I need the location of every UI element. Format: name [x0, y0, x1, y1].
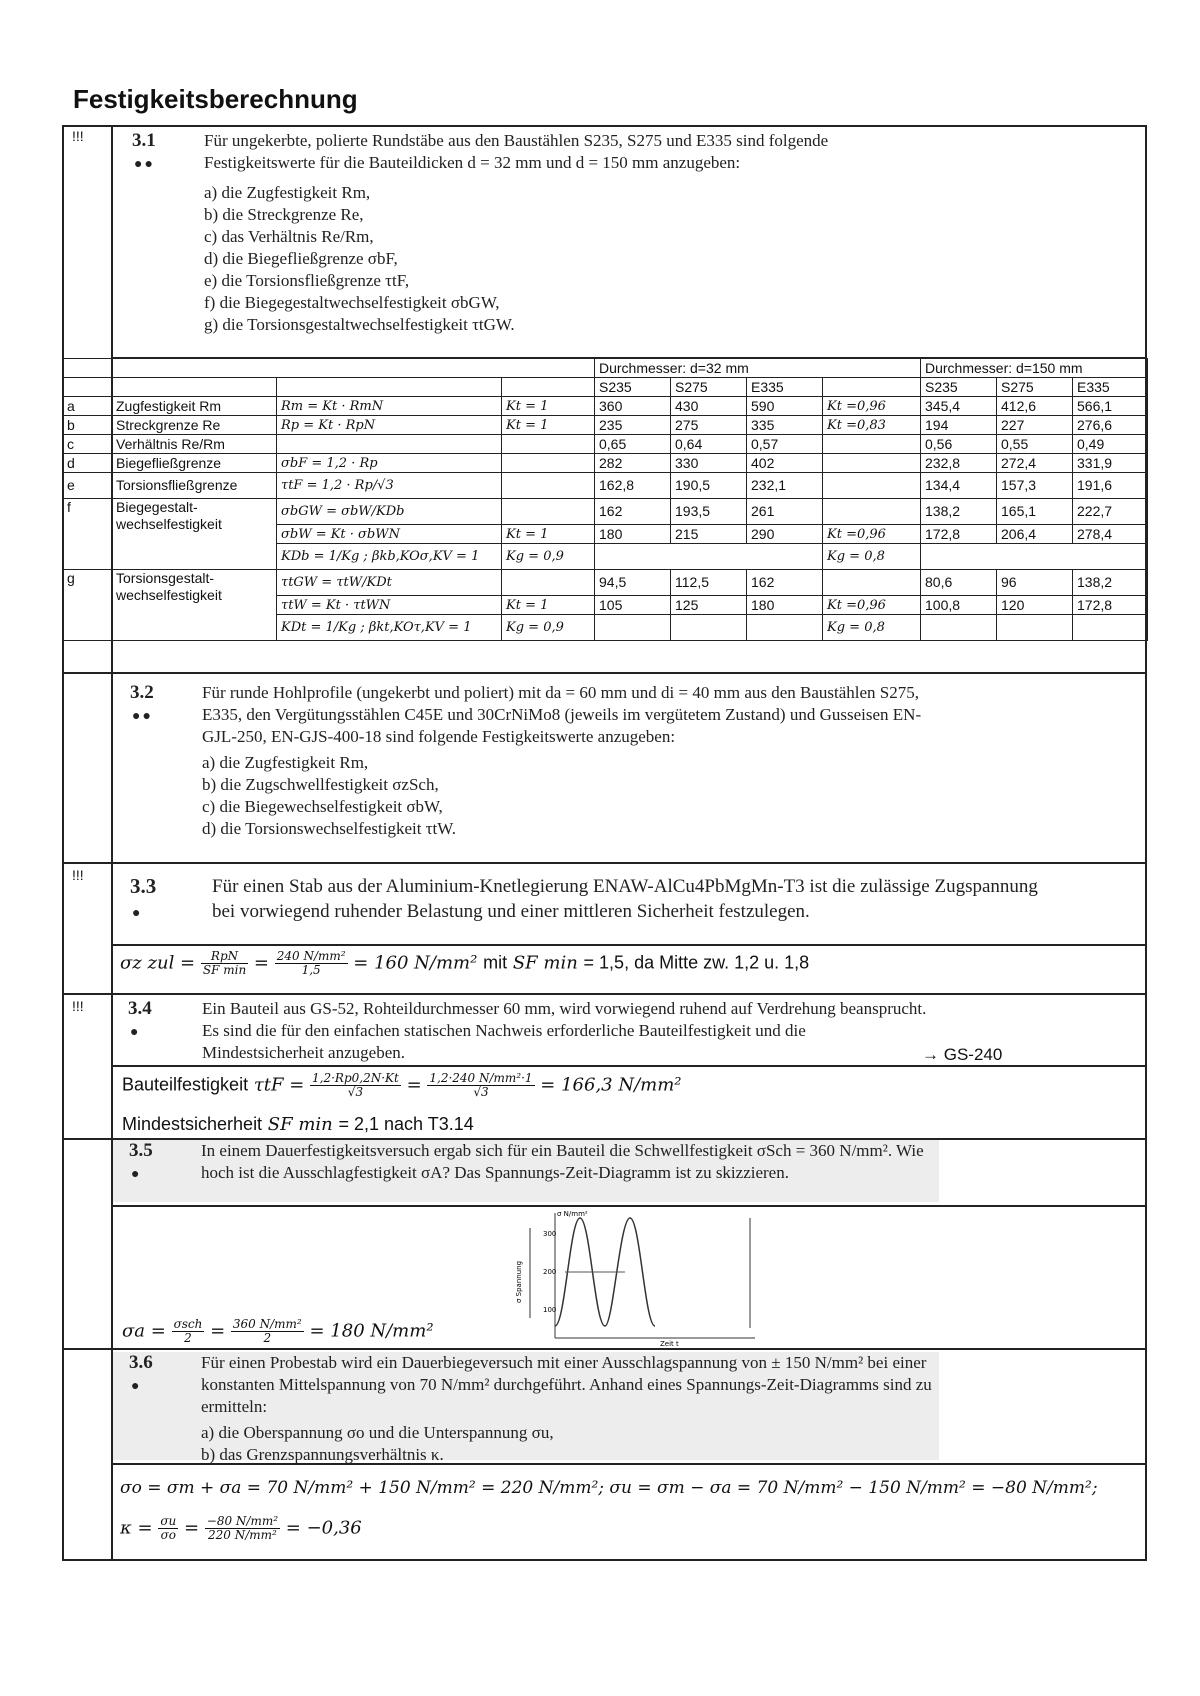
diagram-tick: 300 — [543, 1230, 557, 1238]
fraction-denominator: σo — [160, 1528, 177, 1542]
solution-3-5: σa = $\frac{\text{σsch}}{2}$ = $\frac{\text{360 N/mm²}}{2}$ = 180 N/mm² — [122, 1317, 434, 1345]
exercise-text: Für runde Hohlprofile (ungekerbt und poliert) mit da = 60 mm und di = 40 mm aus den Baustählen S275, E335, den Vergütungsstählen C45E und 30CrNiMo8 (jeweils im vergütetem Zustand) und Gusseisen EN-GJL-250, EN-GJS-400-18 sind folgende Festigkeitswerte anzugeben: — [202, 683, 922, 746]
solution-3-3: σz zul = $\frac{\text{RpN}}{\text{SF min}}$ = $\frac{\text{240 N/mm²}}{1,5}$ = 160 N/mm² mit SF min = 1,5, da Mitte zw. 1,2 u. 1,8 — [120, 949, 810, 977]
row-formula: σbF = 1,2 · Rp — [277, 454, 502, 473]
diagram-tick: 100 — [543, 1306, 557, 1314]
value-cell: 345,4 — [921, 397, 997, 416]
difficulty-dots: ●● — [132, 709, 153, 724]
row-factor-d32: Kg = 0,9 — [502, 615, 595, 641]
value-cell: 165,1 — [997, 499, 1073, 525]
fraction-numerator: −80 N/mm² — [206, 1514, 279, 1528]
value-cell: 282 — [595, 454, 671, 473]
row-factor-d150: Kt =0,96 — [823, 596, 921, 615]
row-name: Streckgrenze Re — [112, 416, 277, 435]
value-cell: 261 — [747, 499, 823, 525]
value-cell: 0,55 — [997, 435, 1073, 454]
row-formula — [277, 435, 502, 454]
task-item-d: d) die Biegefließgrenze σbF, — [204, 249, 398, 268]
material-e335: E335 — [747, 378, 823, 397]
group-d32-header: Durchmesser: d=32 mm — [595, 359, 921, 378]
important-mark: !!! — [72, 998, 84, 1014]
table-row — [63, 416, 1148, 435]
page-title: Festigkeitsberechnung — [73, 84, 358, 114]
difficulty-dots: ● — [130, 1025, 141, 1040]
value-cell: 191,6 — [1073, 473, 1148, 499]
solution-text: = 1,5, da Mitte zw. 1,2 u. 1,8 — [583, 952, 810, 973]
exercise-number: 3.4 — [128, 998, 152, 1019]
fraction-denominator: √3 — [347, 1085, 364, 1099]
task-item-c: c) die Biegewechselfestigkeit σbW, — [202, 797, 443, 816]
value-cell: 80,6 — [921, 570, 997, 596]
value-cell: 215 — [671, 525, 747, 544]
row-name: Biegegestalt- — [116, 499, 198, 515]
value-cell: 290 — [747, 525, 823, 544]
value-cell: 138,2 — [1073, 570, 1148, 596]
exercise-text: Für einen Probestab wird ein Dauerbiegeversuch mit einer Ausschlagspannung von ± 150 N/mm² bei einer konstanten Mittelspannung von 70 N/mm² durchgeführt. Anhand eines Spannungs-Zeit-Diagramms sind zu ermitteln: — [201, 1353, 932, 1416]
fraction-numerator: 360 N/mm² — [232, 1317, 302, 1331]
table-row — [63, 473, 1148, 499]
value-cell: 0,65 — [595, 435, 671, 454]
exercise-text: In einem Dauerfestigkeitsversuch ergab sich für ein Bauteil die Schwellfestigkeit σSch = 360 N/mm². Wie hoch ist die Ausschlagfestigkeit σA? Das Spannungs-Zeit-Diagramm ist zu skizzieren. — [201, 1141, 924, 1182]
table-row — [63, 397, 1148, 416]
difficulty-dots: ● — [131, 1167, 142, 1182]
row-letter: e — [63, 473, 112, 499]
row-name: Verhältnis Re/Rm — [112, 435, 277, 454]
value-cell: 331,9 — [1073, 454, 1148, 473]
material-s275: S275 — [997, 378, 1073, 397]
material-s275: S275 — [671, 378, 747, 397]
value-cell: 590 — [747, 397, 823, 416]
row-formula: σbW = Kt · σbWN — [277, 525, 502, 544]
difficulty-dots: ● — [131, 1379, 142, 1394]
value-cell: 190,5 — [671, 473, 747, 499]
value-cell: 412,6 — [997, 397, 1073, 416]
value-cell: 566,1 — [1073, 397, 1148, 416]
exercise-3-5 — [113, 1140, 939, 1202]
solution-symbol: SF min — [267, 1114, 333, 1135]
important-mark: !!! — [72, 128, 84, 144]
value-cell: 180 — [595, 525, 671, 544]
value-cell: 232,1 — [747, 473, 823, 499]
solution-result: = 160 N/mm² — [353, 952, 478, 974]
fraction-numerator: 240 N/mm² — [276, 949, 346, 963]
value-cell: 172,8 — [1073, 596, 1148, 615]
row-factor-d32 — [502, 499, 595, 525]
value-cell: 330 — [671, 454, 747, 473]
fraction — [427, 1072, 534, 1099]
row-factor-d150: Kg = 0,8 — [823, 615, 921, 641]
fraction-numerator: σsch — [173, 1317, 203, 1331]
value-cell: 0,56 — [921, 435, 997, 454]
solution-lhs: τtF = — [253, 1074, 305, 1096]
value-cell: 125 — [671, 596, 747, 615]
row-factor-d32 — [502, 454, 595, 473]
row-factor-d150: Kt =0,83 — [823, 416, 921, 435]
table-row — [63, 570, 1148, 596]
fraction — [172, 1318, 205, 1345]
fraction-denominator: SF min — [202, 963, 247, 977]
task-item-b: b) die Streckgrenze Re, — [204, 205, 364, 224]
row-formula: KDt = 1/Kg ; βkt,KOτ,KV = 1 — [277, 615, 502, 641]
exercise-number: 3.1 — [132, 130, 156, 151]
value-cell: 0,57 — [747, 435, 823, 454]
value-cell: 232,8 — [921, 454, 997, 473]
value-cell: 138,2 — [921, 499, 997, 525]
fraction — [310, 1072, 401, 1099]
row-formula: τtW = Kt · τtWN — [277, 596, 502, 615]
value-cell: 162 — [747, 570, 823, 596]
value-cell: 235 — [595, 416, 671, 435]
value-cell: 194 — [921, 416, 997, 435]
fraction-denominator: 2 — [184, 1331, 192, 1345]
important-mark: !!! — [72, 867, 84, 883]
task-item-f: f) die Biegegestaltwechselfestigkeit σbGW, — [204, 293, 500, 312]
solution-result: = 180 N/mm² — [309, 1320, 434, 1342]
value-cell: 275 — [671, 416, 747, 435]
task-item-a: a) die Oberspannung σo und die Unterspannung σu, — [201, 1423, 554, 1442]
task-item-b: b) das Grenzspannungsverhältnis κ. — [201, 1445, 444, 1464]
row-formula: σbGW = σbW/KDb — [277, 499, 502, 525]
value-cell: 162 — [595, 499, 671, 525]
row-name: wechselfestigkeit — [116, 516, 222, 532]
exercise-text: Für einen Stab aus der Aluminium-Knetlegierung ENAW-AlCu4PbMgMn-T3 ist die zulässige Zugspannung bei vorwiegend ruhender Belastung und einer mittleren Sicherheit festzulegen. — [212, 876, 1038, 922]
difficulty-dots: ●● — [134, 157, 155, 172]
diagram-axis-text: σ Spannung — [515, 1260, 523, 1303]
value-cell: 430 — [671, 397, 747, 416]
solution-lhs: σz zul = — [120, 952, 196, 974]
row-factor-d150 — [823, 435, 921, 454]
diagram-ylabel: σ N/mm² — [557, 1210, 588, 1218]
fraction-denominator: 220 N/mm² — [208, 1528, 277, 1542]
row-factor-d32: Kg = 0,9 — [502, 544, 595, 570]
fraction-denominator: √3 — [473, 1085, 489, 1099]
row-factor-d32: Kt = 1 — [502, 596, 595, 615]
solution-text: mit — [483, 952, 508, 973]
fraction-denominator: 2 — [263, 1331, 272, 1345]
fraction-numerator: 1,2·Rp0,2N·Kt — [312, 1071, 399, 1085]
row-factor-d150 — [823, 473, 921, 499]
table-group-header — [63, 359, 1148, 378]
table-material-header — [63, 378, 1148, 397]
value-cell: 157,3 — [997, 473, 1073, 499]
solution-text: Bauteilfestigkeit — [122, 1074, 249, 1095]
row-name: wechselfestigkeit — [116, 587, 222, 603]
table-row — [63, 454, 1148, 473]
row-letter: f — [63, 499, 112, 570]
fraction — [158, 1515, 178, 1542]
fraction — [201, 950, 248, 977]
exercise-3-4 — [128, 998, 1028, 1064]
row-factor-d150 — [823, 570, 921, 596]
row-name: Torsionsgestalt- — [116, 570, 215, 586]
value-cell: 162,8 — [595, 473, 671, 499]
value-cell: 100,8 — [921, 596, 997, 615]
value-cell: 134,4 — [921, 473, 997, 499]
row-letter: g — [63, 570, 112, 641]
material-s235: S235 — [595, 378, 671, 397]
solution-lhs: κ = — [120, 1517, 153, 1539]
row-factor-d32: Kt = 1 — [502, 525, 595, 544]
difficulty-dots: ● — [132, 906, 143, 921]
row-letter: b — [63, 416, 112, 435]
exercise-3-2 — [130, 682, 950, 860]
value-cell: 0,64 — [671, 435, 747, 454]
fraction — [275, 950, 348, 977]
exercise-number: 3.3 — [130, 874, 157, 898]
value-cell: 272,4 — [997, 454, 1073, 473]
task-item-d: d) die Torsionswechselfestigkeit τtW. — [202, 819, 456, 838]
value-cell: 94,5 — [595, 570, 671, 596]
fraction — [231, 1318, 304, 1345]
row-factor-d32: Kt = 1 — [502, 416, 595, 435]
strength-values-table — [62, 358, 1148, 641]
exercise-number: 3.5 — [129, 1140, 153, 1161]
fraction-numerator: RpN — [201, 950, 248, 964]
task-item-c: c) das Verhältnis Re/Rm, — [204, 227, 374, 246]
value-cell: 193,5 — [671, 499, 747, 525]
row-formula: Rp = Kt · RpN — [277, 416, 502, 435]
task-item-e: e) die Torsionsfließgrenze τtF, — [204, 271, 410, 290]
exercise-number: 3.2 — [130, 682, 154, 703]
value-cell: 120 — [997, 596, 1073, 615]
fraction-denominator: 1,5 — [301, 963, 321, 977]
row-formula: τtF = 1,2 · Rp/√3 — [277, 473, 502, 499]
value-cell: 360 — [595, 397, 671, 416]
material-note: → GS-240 — [922, 1045, 1003, 1064]
solution-3-6-stresses: σo = σm + σa = 70 N/mm² + 150 N/mm² = 220 N/mm²; σu = σm − σa = 70 N/mm² − 150 N/mm² = −80 N/mm²; — [120, 1478, 1098, 1498]
solution-result: = 2,1 nach T3.14 — [338, 1114, 474, 1134]
exercise-3-3 — [130, 874, 1050, 940]
solution-3-6-ratio: κ = $\frac{\sigma u}{\sigma o}$ = $\frac{\text{−80 N/mm²}}{\text{220 N/mm²}}$ = −0,36 — [120, 1514, 362, 1542]
row-name: Zugfestigkeit Rm — [112, 397, 277, 416]
row-factor-d32 — [502, 435, 595, 454]
exercise-number: 3.6 — [129, 1352, 153, 1373]
value-cell: 112,5 — [671, 570, 747, 596]
row-formula: Rm = Kt · RmN — [277, 397, 502, 416]
value-cell: 96 — [997, 570, 1073, 596]
row-name: Torsionsfließgrenze — [112, 473, 277, 499]
value-cell: 227 — [997, 416, 1073, 435]
row-factor-d32: Kt = 1 — [502, 397, 595, 416]
value-cell: 222,7 — [1073, 499, 1148, 525]
solution-text: Mindestsicherheit — [122, 1114, 263, 1134]
value-cell: 335 — [747, 416, 823, 435]
row-letter: c — [63, 435, 112, 454]
solution-lhs: σa = — [122, 1320, 166, 1342]
row-letter: a — [63, 397, 112, 416]
fraction-numerator: 1,2·240 N/mm²·1 — [429, 1071, 533, 1085]
row-letter: d — [63, 454, 112, 473]
value-cell: 402 — [747, 454, 823, 473]
value-cell: 206,4 — [997, 525, 1073, 544]
diagram-tick: 200 — [543, 1268, 557, 1276]
table-row — [63, 499, 1148, 525]
solution-3-4-safety — [122, 1114, 474, 1135]
task-item-a: a) die Zugfestigkeit Rm, — [202, 753, 369, 772]
solution-symbol: SF min — [512, 952, 578, 974]
row-name: Biegefließgrenze — [112, 454, 277, 473]
material-e335: E335 — [1073, 378, 1148, 397]
group-d150-header: Durchmesser: d=150 mm — [921, 359, 1148, 378]
row-factor-d32 — [502, 570, 595, 596]
exercise-text: Für ungekerbte, polierte Rundstäbe aus den Baustählen S235, S275 und E335 sind folgende Festigkeitswerte für die Bauteildicken d = 32 mm und d = 150 mm anzugeben: — [204, 131, 829, 172]
exercise-3-1 — [132, 130, 932, 355]
task-item-a: a) die Zugfestigkeit Rm, — [204, 183, 371, 202]
row-factor-d32 — [502, 473, 595, 499]
fraction — [205, 1515, 280, 1542]
solution-result: = 166,3 N/mm² — [540, 1074, 682, 1096]
row-factor-d150: Kt =0,96 — [823, 525, 921, 544]
solution-result: = −0,36 — [285, 1517, 362, 1539]
value-cell: 180 — [747, 596, 823, 615]
solution-3-4-strength: Bauteilfestigkeit τtF = $\frac{1,2\cdot Rp0,2N\cdot Kt}{√3}$ = $\frac{\text{1,2·240 N/mm²·1}}{√3}$ = 166,3 N/mm² — [122, 1071, 682, 1099]
value-cell: 172,8 — [921, 525, 997, 544]
exercise-3-6 — [113, 1352, 939, 1464]
row-factor-d150 — [823, 454, 921, 473]
value-cell: 105 — [595, 596, 671, 615]
task-item-g: g) die Torsionsgestaltwechselfestigkeit τtGW. — [204, 315, 515, 334]
row-formula: τtGW = τtW/KDt — [277, 570, 502, 596]
material-s235: S235 — [921, 378, 997, 397]
diagram-xlabel: Zeit t — [660, 1340, 679, 1348]
row-formula: KDb = 1/Kg ; βkb,KOσ,KV = 1 — [277, 544, 502, 570]
task-item-b: b) die Zugschwellfestigkeit σzSch, — [202, 775, 439, 794]
exercise-text: Ein Bauteil aus GS-52, Rohteildurchmesser 60 mm, wird vorwiegend ruhend auf Verdrehung beansprucht. Es sind die für den einfachen statischen Nachweis erforderliche Bauteilfestigkeit und die Mindestsicherheit anzugeben. — [202, 999, 927, 1062]
value-cell: 278,4 — [1073, 525, 1148, 544]
value-cell: 276,6 — [1073, 416, 1148, 435]
fraction-numerator: σu — [160, 1514, 177, 1528]
value-cell: 0,49 — [1073, 435, 1148, 454]
table-row — [63, 435, 1148, 454]
row-factor-d150: Kt =0,96 — [823, 397, 921, 416]
stress-time-diagram — [515, 1208, 760, 1348]
row-factor-d150: Kg = 0,8 — [823, 544, 921, 570]
row-factor-d150 — [823, 499, 921, 525]
